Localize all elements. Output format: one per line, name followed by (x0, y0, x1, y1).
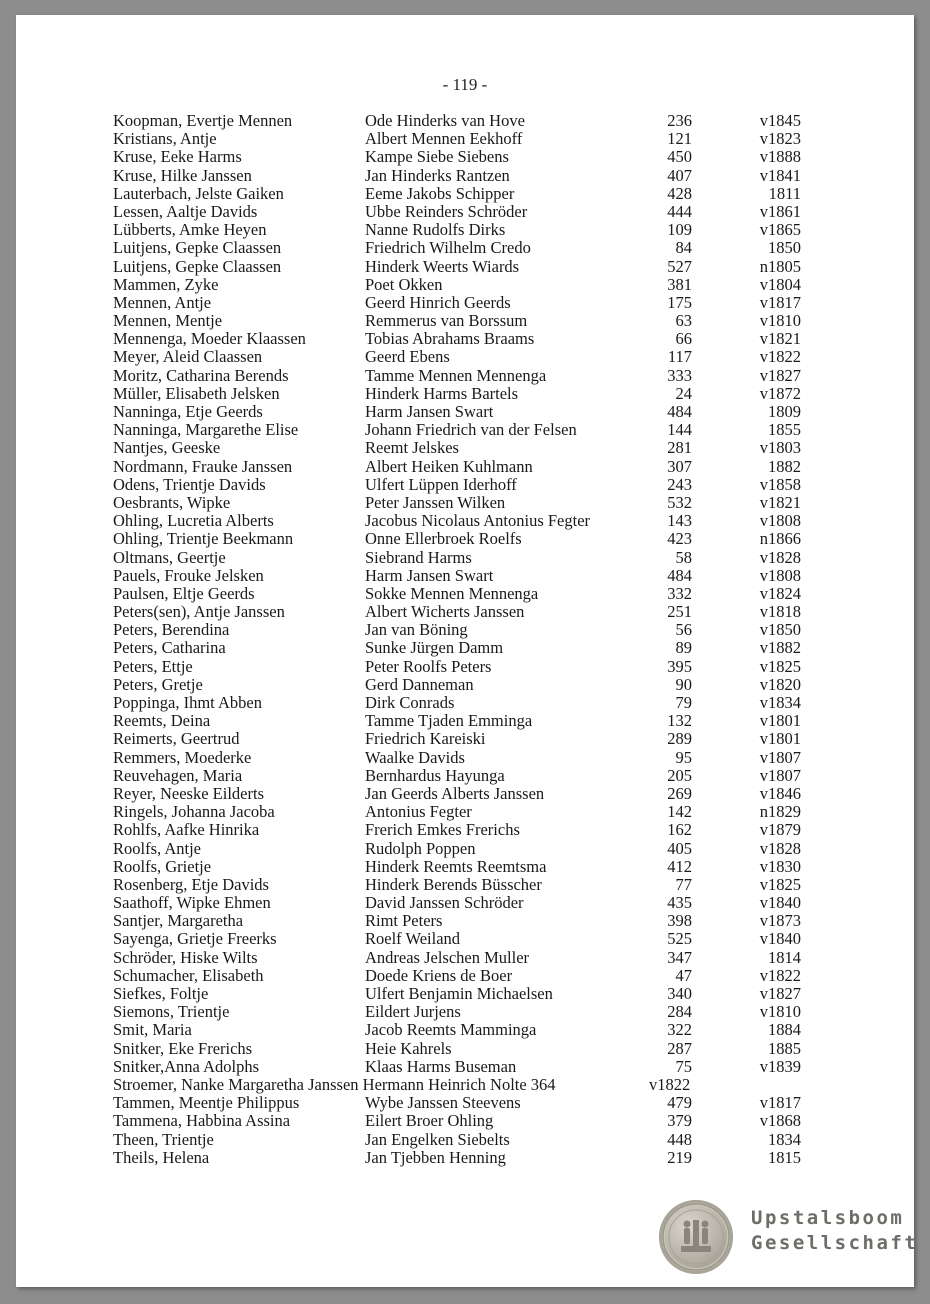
entry-spouse: Eilert Broer Ohling (365, 1111, 494, 1131)
entry-number: 484 (667, 565, 692, 585)
entry-row (16, 785, 914, 803)
entry-row (16, 458, 914, 476)
entry-name: Kristians, Antje (113, 129, 217, 149)
entry-spouse: Geerd Hinrich Geerds (365, 292, 511, 312)
entry-number: 532 (667, 492, 692, 512)
entry-name: Santjer, Margaretha (113, 911, 244, 931)
entry-row (16, 439, 914, 457)
entry-number: 63 (675, 311, 692, 331)
entry-name: Sayenga, Grietje Freerks (113, 929, 277, 949)
entry-row (16, 658, 914, 676)
entry-row (16, 985, 914, 1003)
entry-row (16, 130, 914, 148)
entry-name: Peters(sen), Antje Janssen (113, 602, 285, 622)
entry-spouse: Antonius Fegter (365, 802, 472, 822)
entry-spouse: Jan Geerds Alberts Janssen (365, 783, 545, 803)
entry-number: 132 (667, 711, 692, 731)
entry-number: 162 (667, 820, 692, 840)
entry-number: 236 (667, 111, 692, 130)
entry-date: v1823 (759, 129, 801, 149)
entry-name: Theen, Trientje (113, 1129, 214, 1149)
entry-spouse: Peter Janssen Wilken (365, 492, 506, 512)
entry-number: 333 (667, 365, 692, 385)
entry-number: 79 (675, 693, 692, 712)
entry-name: Koopman, Evertje Mennen (113, 111, 293, 130)
entry-row (16, 1076, 914, 1094)
entry-number: 121 (667, 129, 692, 149)
entry-name: Reimerts, Geertrud (113, 729, 240, 749)
entry-name: Luitjens, Gepke Claassen (113, 256, 282, 276)
entry-name: Siefkes, Foltje (113, 984, 209, 1003)
entry-row (16, 967, 914, 985)
entry-name: Reyer, Neeske Eilderts (113, 783, 264, 803)
entry-spouse: Tamme Mennen Mennenga (365, 365, 547, 385)
entry-name: Saathoff, Wipke Ehmen (113, 893, 271, 913)
entry-date: v1810 (759, 1002, 801, 1022)
entry-spouse: Hinderk Weerts Wiards (365, 256, 520, 276)
entry-date: v1810 (759, 311, 801, 331)
entry-number: 84 (675, 238, 692, 258)
entry-name: Ohling, Trientje Beekmann (113, 529, 294, 549)
entry-date: v1840 (759, 893, 801, 913)
entry-date: n1805 (759, 256, 801, 276)
entry-number: 175 (667, 292, 692, 312)
entry-row (16, 330, 914, 348)
entry-name: Ringels, Johanna Jacoba (113, 802, 275, 822)
entry-date: v1858 (759, 474, 801, 494)
entry-date: v1821 (759, 492, 801, 512)
entry-spouse: Jan Hinderks Rantzen (365, 165, 510, 185)
entry-spouse: Siebrand Harms (365, 547, 472, 567)
entry-name: Roolfs, Grietje (113, 856, 212, 876)
entry-number: 444 (667, 201, 692, 221)
entry-date: v1822 (759, 965, 801, 985)
entry-date: v1872 (759, 383, 801, 403)
entry-name: Pauels, Frouke Jelsken (113, 565, 264, 585)
entry-number: 423 (667, 529, 692, 549)
entry-number: 205 (667, 765, 692, 785)
entry-number: v1822 (649, 1074, 691, 1094)
entry-name: Poppinga, Ihmt Abben (113, 693, 262, 712)
entry-date: v1882 (759, 638, 801, 658)
entry-row (16, 676, 914, 694)
entry-number: 381 (667, 274, 692, 294)
entry-number: 398 (667, 911, 692, 931)
entry-name: Tammen, Meentje Philippus (113, 1093, 300, 1113)
entry-number: 77 (675, 874, 692, 894)
entry-date: v1801 (759, 711, 801, 731)
entry-date: 1855 (768, 420, 801, 440)
entry-spouse: Onne Ellerbroek Roelfs (365, 529, 522, 549)
entry-row (16, 276, 914, 294)
entry-name: Siemons, Trientje (113, 1002, 230, 1022)
entry-spouse: Roelf Weiland (365, 929, 461, 949)
entry-spouse: Klaas Harms Buseman (365, 1056, 517, 1076)
entry-number: 450 (667, 147, 692, 167)
entry-number: 340 (667, 984, 692, 1003)
entry-date: v1808 (759, 565, 801, 585)
entry-spouse: Andreas Jelschen Muller (365, 947, 530, 967)
entry-name: Oltmans, Geertje (113, 547, 226, 567)
entry-spouse: Friedrich Kareiski (365, 729, 486, 749)
entry-date: v1879 (759, 820, 801, 840)
entry-spouse: Rimt Peters (365, 911, 443, 931)
entry-spouse: Poet Okken (365, 274, 443, 294)
entry-date: v1839 (759, 1056, 801, 1076)
entry-number: 269 (667, 783, 692, 803)
entry-number: 322 (667, 1020, 692, 1040)
entry-name: Oesbrants, Wipke (113, 492, 231, 512)
entry-name: Remmers, Moederke (113, 747, 252, 767)
entry-spouse: Geerd Ebens (365, 347, 450, 367)
entry-date: v1846 (759, 783, 801, 803)
upstalsboom-logo (659, 1200, 919, 1275)
entry-date: v1808 (759, 511, 801, 531)
entry-number: 58 (675, 547, 692, 567)
entry-number: 47 (675, 965, 692, 985)
entry-spouse: David Janssen Schröder (365, 893, 524, 913)
entry-spouse: Johann Friedrich van der Felsen (365, 420, 577, 440)
entry-number: 307 (667, 456, 692, 476)
entry-date: v1888 (759, 147, 801, 167)
entry-name: Snitker,Anna Adolphs (113, 1056, 260, 1076)
entry-name: Smit, Maria (113, 1020, 192, 1040)
entry-number: 379 (667, 1111, 692, 1131)
entry-spouse: Harm Jansen Swart (365, 402, 494, 421)
entry-row (16, 476, 914, 494)
entry-row (16, 167, 914, 185)
entry-spouse: Gerd Danneman (365, 674, 474, 694)
entry-number: 143 (667, 511, 692, 531)
entry-row (16, 1112, 914, 1130)
entry-date: v1850 (759, 620, 801, 640)
entry-row (16, 1021, 914, 1039)
entry-spouse: Sokke Mennen Mennenga (365, 583, 539, 603)
entry-name: Nanninga, Margarethe Elise (113, 420, 299, 440)
document-page (16, 15, 919, 1287)
entry-spouse: Hinderk Harms Bartels (365, 383, 519, 403)
entry-name: Peters, Gretje (113, 674, 203, 694)
entry-date: v1828 (759, 838, 801, 858)
entry-number: 117 (667, 347, 692, 367)
entry-list (16, 112, 914, 1167)
entry-spouse: Friedrich Wilhelm Credo (365, 238, 531, 258)
entry-row (16, 621, 914, 639)
entry-row (16, 840, 914, 858)
entry-name: Moritz, Catharina Berends (113, 365, 289, 385)
entry-number: 56 (675, 620, 692, 640)
entry-date: v1821 (759, 329, 801, 349)
entry-row (16, 749, 914, 767)
entry-row (16, 494, 914, 512)
page-number: - 119 - (442, 75, 488, 94)
entry-date: v1807 (759, 747, 801, 767)
entry-spouse: Tamme Tjaden Emminga (365, 711, 533, 731)
entry-name: Lübberts, Amke Heyen (113, 220, 267, 240)
entry-date: v1803 (759, 438, 801, 458)
entry-spouse: Ulfert Benjamin Michaelsen (365, 984, 553, 1003)
entry-date: v1817 (759, 292, 801, 312)
entry-row (16, 1131, 914, 1149)
entry-date: v1824 (759, 583, 801, 603)
entry-spouse: Hinderk Berends Büsscher (365, 874, 542, 894)
entry-number: 332 (667, 583, 692, 603)
entry-number: 251 (667, 602, 692, 622)
entry-date: 1811 (768, 183, 801, 203)
entry-number: 412 (667, 856, 692, 876)
entry-spouse: Ulfert Lüppen Iderhoff (365, 474, 517, 494)
entry-name: Müller, Elisabeth Jelsken (113, 383, 280, 403)
entry-name: Rosenberg, Etje Davids (113, 874, 269, 894)
entry-name: Luitjens, Gepke Claassen (113, 238, 282, 258)
entry-name: Rohlfs, Aafke Hinrika (113, 820, 260, 840)
entry-row (16, 1149, 914, 1167)
entry-row (16, 639, 914, 657)
entry-name: Kruse, Eeke Harms (113, 147, 242, 167)
entry-row (16, 348, 914, 366)
entry-name: Nantjes, Geeske (113, 438, 221, 458)
entry-row (16, 949, 914, 967)
entry-row (16, 876, 914, 894)
entry-number: 289 (667, 729, 692, 749)
entry-row (16, 112, 914, 130)
entry-date: 1814 (768, 947, 801, 967)
entry-number: 407 (667, 165, 692, 185)
entry-date: v1804 (759, 274, 801, 294)
entry-date: v1868 (759, 1111, 801, 1131)
entry-row (16, 694, 914, 712)
entry-name: Kruse, Hilke Janssen (113, 165, 252, 185)
entry-date: v1817 (759, 1093, 801, 1113)
entry-row (16, 258, 914, 276)
entry-row (16, 403, 914, 421)
entry-name: Peters, Ettje (113, 656, 193, 676)
entry-spouse: Albert Mennen Eekhoff (365, 129, 523, 149)
entry-row (16, 1040, 914, 1058)
entry-name: Reemts, Deina (113, 711, 211, 731)
entry-row (16, 767, 914, 785)
entry-spouse: Jacob Reemts Mamminga (365, 1020, 537, 1040)
entry-name: Nanninga, Etje Geerds (113, 402, 263, 421)
entry-row (16, 930, 914, 948)
seal-icon (659, 1200, 733, 1274)
entry-number: 89 (675, 638, 692, 658)
entry-name: Reuvehagen, Maria (113, 765, 243, 785)
entry-name: Schumacher, Elisabeth (113, 965, 264, 985)
entry-spouse: Tobias Abrahams Braams (365, 329, 535, 349)
entry-number: 144 (667, 420, 692, 440)
entry-date: v1822 (759, 347, 801, 367)
entry-spouse: Harm Jansen Swart (365, 565, 494, 585)
entry-number: 90 (675, 674, 692, 694)
entry-spouse: Doede Kriens de Boer (365, 965, 513, 985)
entry-name: Lauterbach, Jelste Gaiken (113, 183, 284, 203)
entry-spouse: Jacobus Nicolaus Antonius Fegter (365, 511, 591, 531)
entry-spouse: Dirk Conrads (365, 693, 455, 712)
entry-number: 95 (675, 747, 692, 767)
entry-number: 66 (675, 329, 692, 349)
entry-row (16, 1094, 914, 1112)
entry-number: 219 (667, 1147, 692, 1167)
entry-number: 281 (667, 438, 692, 458)
entry-name: Ohling, Lucretia Alberts (113, 511, 274, 531)
entry-name: Theils, Helena (113, 1147, 210, 1167)
entry-number: 435 (667, 893, 692, 913)
entry-row (16, 1058, 914, 1076)
entry-date: v1861 (759, 201, 801, 221)
entry-row (16, 239, 914, 257)
entry-name: Peters, Catharina (113, 638, 226, 658)
entry-number: 405 (667, 838, 692, 858)
entry-spouse: Kampe Siebe Siebens (365, 147, 509, 167)
entry-number: 24 (675, 383, 692, 403)
entry-number: 284 (667, 1002, 692, 1022)
entry-spouse: Rudolph Poppen (365, 838, 476, 858)
entry-date: 1815 (768, 1147, 801, 1167)
entry-spouse: Wybe Janssen Steevens (365, 1093, 521, 1113)
entry-spouse: Peter Roolfs Peters (365, 656, 492, 676)
entry-row (16, 530, 914, 548)
entry-number: 347 (667, 947, 692, 967)
entry-spouse: Hinderk Reemts Reemtsma (365, 856, 547, 876)
entry-number: 448 (667, 1129, 692, 1149)
entry-number: 243 (667, 474, 692, 494)
entry-spouse: Ode Hinderks van Hove (365, 111, 525, 130)
entry-date: v1865 (759, 220, 801, 240)
entry-date: v1827 (759, 984, 801, 1003)
entry-name: Odens, Trientje Davids (113, 474, 266, 494)
entry-number: 109 (667, 220, 692, 240)
entry-name: Mammen, Zyke (113, 274, 219, 294)
entry-date: v1840 (759, 929, 801, 949)
entry-spouse: Nanne Rudolfs Dirks (365, 220, 506, 240)
entry-date: v1841 (759, 165, 801, 185)
entry-spouse: Albert Wicherts Janssen (365, 602, 525, 622)
entry-spouse: Heie Kahrels (365, 1038, 452, 1058)
entry-date: v1873 (759, 911, 801, 931)
entry-spouse: Remmerus van Borssum (365, 311, 528, 331)
entry-spouse: Jan Engelken Siebelts (365, 1129, 510, 1149)
entry-date: v1828 (759, 547, 801, 567)
entry-row (16, 549, 914, 567)
entry-date: v1834 (759, 693, 801, 712)
entry-number: 75 (675, 1056, 692, 1076)
entry-spouse: Albert Heiken Kuhlmann (365, 456, 533, 476)
entry-row (16, 567, 914, 585)
entry-date: v1845 (759, 111, 801, 130)
entry-row (16, 203, 914, 221)
entry-number: 525 (667, 929, 692, 949)
logo-text (751, 1206, 918, 1256)
entry-name: Roolfs, Antje (113, 838, 202, 858)
entry-row (16, 603, 914, 621)
entry-name: Mennen, Mentje (113, 311, 223, 331)
entry-row (16, 312, 914, 330)
entry-date: v1830 (759, 856, 801, 876)
entry-date: 1882 (768, 456, 801, 476)
entry-name: Peters, Berendina (113, 620, 230, 640)
entry-date: n1866 (759, 529, 801, 549)
entry-number: 527 (667, 256, 692, 276)
entry-number: 484 (667, 402, 692, 421)
entry-date: n1829 (759, 802, 801, 822)
entry-row (16, 1003, 914, 1021)
entry-name: Lessen, Aaltje Davids (113, 201, 258, 221)
entry-spouse: Waalke Davids (365, 747, 465, 767)
entry-row (16, 385, 914, 403)
entry-date: 1834 (768, 1129, 801, 1149)
entry-date: 1885 (768, 1038, 801, 1058)
entry-spouse: Sunke Jürgen Damm (365, 638, 504, 658)
entry-row (16, 294, 914, 312)
entry-row (16, 148, 914, 166)
entry-row (16, 585, 914, 603)
entry-spouse: Eildert Jurjens (365, 1002, 461, 1022)
entry-date: 1809 (768, 402, 801, 421)
entry-row (16, 912, 914, 930)
entry-name: Meyer, Aleid Claassen (113, 347, 263, 367)
entry-date: v1825 (759, 874, 801, 894)
logo-line-2: Gesellschaft (751, 1232, 919, 1254)
entry-name: Nordmann, Frauke Janssen (113, 456, 293, 476)
entry-spouse: Jan Tjebben Henning (365, 1147, 506, 1167)
entry-date: v1825 (759, 656, 801, 676)
entry-date: 1884 (768, 1020, 801, 1040)
entry-spouse: Bernhardus Hayunga (365, 765, 505, 785)
entry-date: v1827 (759, 365, 801, 385)
entry-date: 1850 (768, 238, 801, 258)
entry-row (16, 185, 914, 203)
entry-row (16, 712, 914, 730)
entry-row (16, 512, 914, 530)
entry-row (16, 821, 914, 839)
entry-spouse: Jan van Böning (365, 620, 468, 640)
entry-number: 479 (667, 1093, 692, 1113)
entry-spouse: Ubbe Reinders Schröder (365, 201, 528, 221)
entry-number: 142 (667, 802, 692, 822)
entry-row (16, 803, 914, 821)
entry-spouse: Eeme Jakobs Schipper (365, 183, 515, 203)
entry-number: 395 (667, 656, 692, 676)
entry-number: 287 (667, 1038, 692, 1058)
entry-name: Mennenga, Moeder Klaassen (113, 329, 306, 349)
entry-name: Paulsen, Eltje Geerds (113, 583, 255, 603)
entry-date: v1820 (759, 674, 801, 694)
entry-date: v1818 (759, 602, 801, 622)
entry-row (16, 858, 914, 876)
entry-row (16, 367, 914, 385)
logo-line-1: Upstalsboom (751, 1207, 905, 1229)
entry-name: Mennen, Antje (113, 292, 212, 312)
entry-name: Schröder, Hiske Wilts (113, 947, 258, 967)
entry-row (16, 421, 914, 439)
entry-name: Stroemer, Nanke Margaretha Janssen Hermann Heinrich Nolte 364 (113, 1074, 556, 1094)
entry-row (16, 221, 914, 239)
entry-name: Tammena, Habbina Assina (113, 1111, 291, 1131)
entry-date: v1801 (759, 729, 801, 749)
entry-row (16, 894, 914, 912)
entry-spouse: Frerich Emkes Frerichs (365, 820, 520, 840)
entry-name: Snitker, Eke Frerichs (113, 1038, 253, 1058)
entry-row (16, 730, 914, 748)
entry-number: 428 (667, 183, 692, 203)
entry-date: v1807 (759, 765, 801, 785)
entry-spouse: Reemt Jelskes (365, 438, 459, 458)
